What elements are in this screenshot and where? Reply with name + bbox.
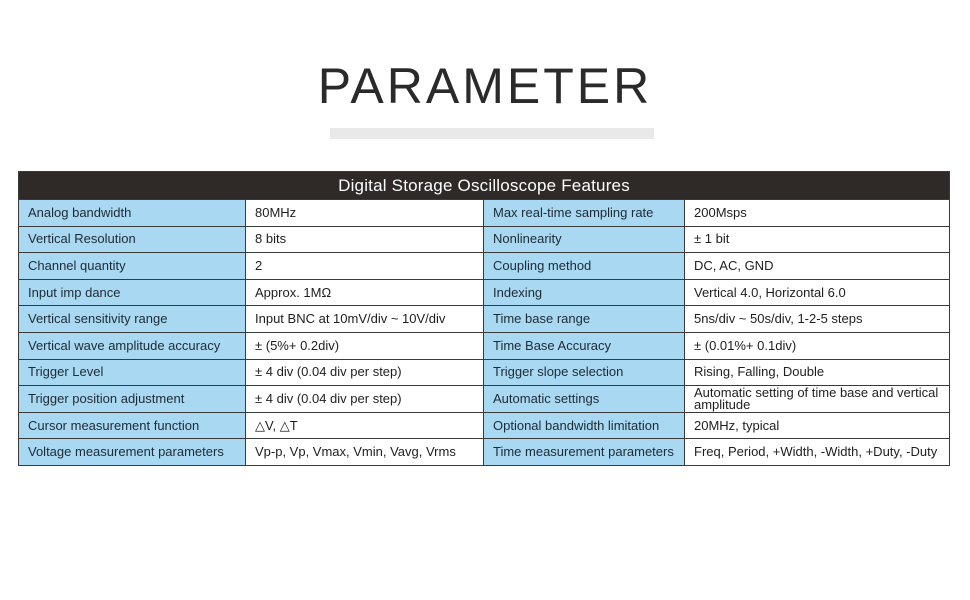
spec-value: Rising, Falling, Double [685, 359, 950, 386]
spec-value: ± (0.01%+ 0.1div) [685, 332, 950, 359]
spec-value: 8 bits [246, 226, 484, 253]
spec-label: Automatic settings [484, 386, 685, 413]
spec-label: Input imp dance [19, 279, 246, 306]
spec-value: 200Msps [685, 200, 950, 227]
table-row [19, 412, 950, 439]
table-row [19, 200, 950, 227]
spec-label: Optional bandwidth limitation [484, 412, 685, 439]
spec-label: Nonlinearity [484, 226, 685, 253]
spec-value: DC, AC, GND [685, 253, 950, 280]
spec-label: Trigger slope selection [484, 359, 685, 386]
spec-label: Coupling method [484, 253, 685, 280]
spec-label: Max real-time sampling rate [484, 200, 685, 227]
spec-table [18, 171, 950, 466]
spec-value: 20MHz, typical [685, 412, 950, 439]
table-row [19, 332, 950, 359]
spec-label: Analog bandwidth [19, 200, 246, 227]
spec-label: Vertical sensitivity range [19, 306, 246, 333]
spec-value: 2 [246, 253, 484, 280]
spec-value: 80MHz [246, 200, 484, 227]
spec-value: Input BNC at 10mV/div ~ 10V/div [246, 306, 484, 333]
table-row [19, 306, 950, 333]
spec-value: Automatic setting of time base and vertical amplitude [685, 386, 950, 413]
spec-label: Cursor measurement function [19, 412, 246, 439]
spec-value: ± 4 div (0.04 div per step) [246, 386, 484, 413]
title-underline-bar [330, 128, 654, 139]
table-row [19, 439, 950, 466]
spec-label: Trigger Level [19, 359, 246, 386]
page-title: PARAMETER [317, 58, 653, 114]
spec-value: ± 4 div (0.04 div per step) [246, 359, 484, 386]
spec-value: 5ns/div ~ 50s/div, 1-2-5 steps [685, 306, 950, 333]
spec-value: Approx. 1MΩ [246, 279, 484, 306]
spec-label: Time base range [484, 306, 685, 333]
spec-label: Channel quantity [19, 253, 246, 280]
spec-label: Time Base Accuracy [484, 332, 685, 359]
table-row [19, 386, 950, 413]
spec-label: Trigger position adjustment [19, 386, 246, 413]
spec-value: Vp-p, Vp, Vmax, Vmin, Vavg, Vrms [246, 439, 484, 466]
spec-value: ± (5%+ 0.2div) [246, 332, 484, 359]
spec-value: Freq, Period, +Width, -Width, +Duty, -Duty [685, 439, 950, 466]
spec-value: ± 1 bit [685, 226, 950, 253]
table-row [19, 226, 950, 253]
spec-value: Vertical 4.0, Horizontal 6.0 [685, 279, 950, 306]
table-row [19, 253, 950, 280]
spec-label: Voltage measurement parameters [19, 439, 246, 466]
spec-label: Vertical Resolution [19, 226, 246, 253]
spec-label: Indexing [484, 279, 685, 306]
spec-label: Time measurement parameters [484, 439, 685, 466]
spec-value: △V, △T [246, 412, 484, 439]
table-caption: Digital Storage Oscilloscope Features [19, 172, 950, 200]
spec-label: Vertical wave amplitude accuracy [19, 332, 246, 359]
table-row [19, 359, 950, 386]
table-row [19, 279, 950, 306]
